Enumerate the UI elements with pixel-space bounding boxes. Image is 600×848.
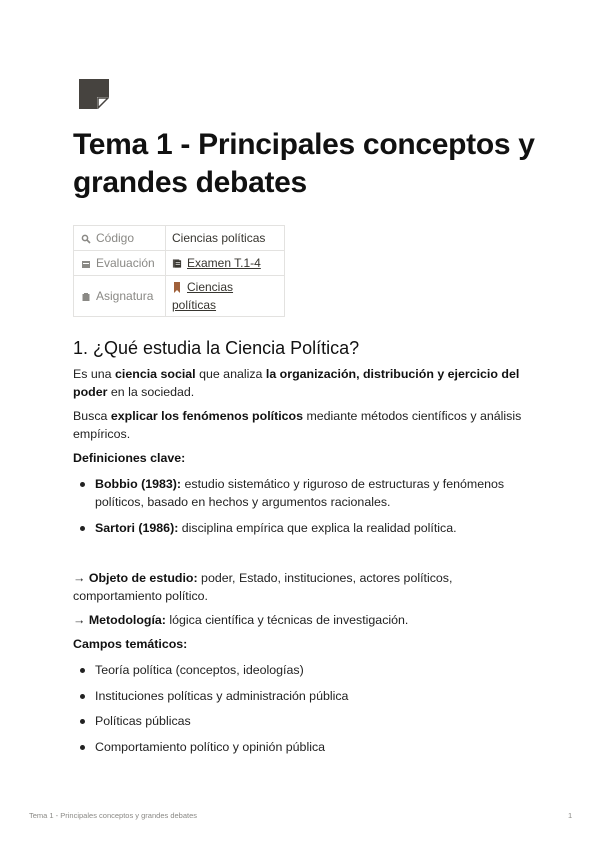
- property-value[interactable]: [166, 276, 285, 317]
- list-item: Sartori (1986): disciplina empírica que explica la realidad política.: [73, 519, 528, 537]
- campos-list: [73, 661, 528, 756]
- page-note-icon: [79, 79, 109, 109]
- property-row: [74, 226, 285, 251]
- section-body: [73, 365, 528, 756]
- list-item: Bobbio (1983): estudio sistemático y riguroso de estructuras y fenómenos políticos, basado en hechos y argumentos racionales.: [73, 475, 528, 511]
- footer-title: Tema 1 - Principales conceptos y grandes debates: [29, 811, 198, 820]
- campos-label: Campos temáticos:: [73, 637, 188, 651]
- property-key: [74, 226, 166, 251]
- properties-table: [73, 225, 285, 317]
- property-row: [74, 251, 285, 276]
- list-item: Comportamiento político y opinión pública: [73, 738, 528, 756]
- page-number: 1: [568, 811, 573, 820]
- relation-link[interactable]: Ciencias políticas: [172, 280, 234, 312]
- page-title: Tema 1 - Principales conceptos y grandes debates: [73, 128, 535, 199]
- list-item: Instituciones políticas y administración pública: [73, 687, 528, 705]
- property-value[interactable]: [166, 251, 285, 276]
- property-value: Ciencias políticas: [166, 226, 285, 251]
- list-item: Teoría política (conceptos, ideologías): [73, 661, 528, 679]
- property-key: [74, 276, 166, 317]
- section-heading: 1. ¿Qué estudia la Ciencia Política?: [73, 338, 360, 358]
- calendar-icon: [81, 259, 91, 269]
- paragraph: → Metodología: lógica científica y técnicas de investigación.: [73, 613, 409, 627]
- property-key-label: Asignatura: [96, 289, 154, 303]
- paragraph: Es una ciencia social que analiza la organización, distribución y ejercicio del poder en la sociedad.: [73, 367, 520, 399]
- property-key-label: Código: [96, 231, 135, 245]
- relation-link[interactable]: Examen T.1-4: [187, 256, 261, 270]
- paragraph: → Objeto de estudio: poder, Estado, instituciones, actores políticos, comportamiento político.: [73, 571, 453, 603]
- definitions-list: [73, 475, 528, 537]
- definitions-label: Definiciones clave:: [73, 451, 186, 465]
- property-row: [74, 276, 285, 317]
- notes-icon: [172, 258, 182, 269]
- paragraph: Busca explicar los fenómenos políticos mediante métodos científicos y análisis empíricos.: [73, 409, 522, 441]
- list-item: Políticas públicas: [73, 712, 528, 730]
- property-key-label: Evaluación: [96, 256, 155, 270]
- search-icon: [81, 234, 91, 244]
- bookmark-icon: [172, 282, 182, 293]
- book-icon: [81, 292, 91, 302]
- property-key: [74, 251, 166, 276]
